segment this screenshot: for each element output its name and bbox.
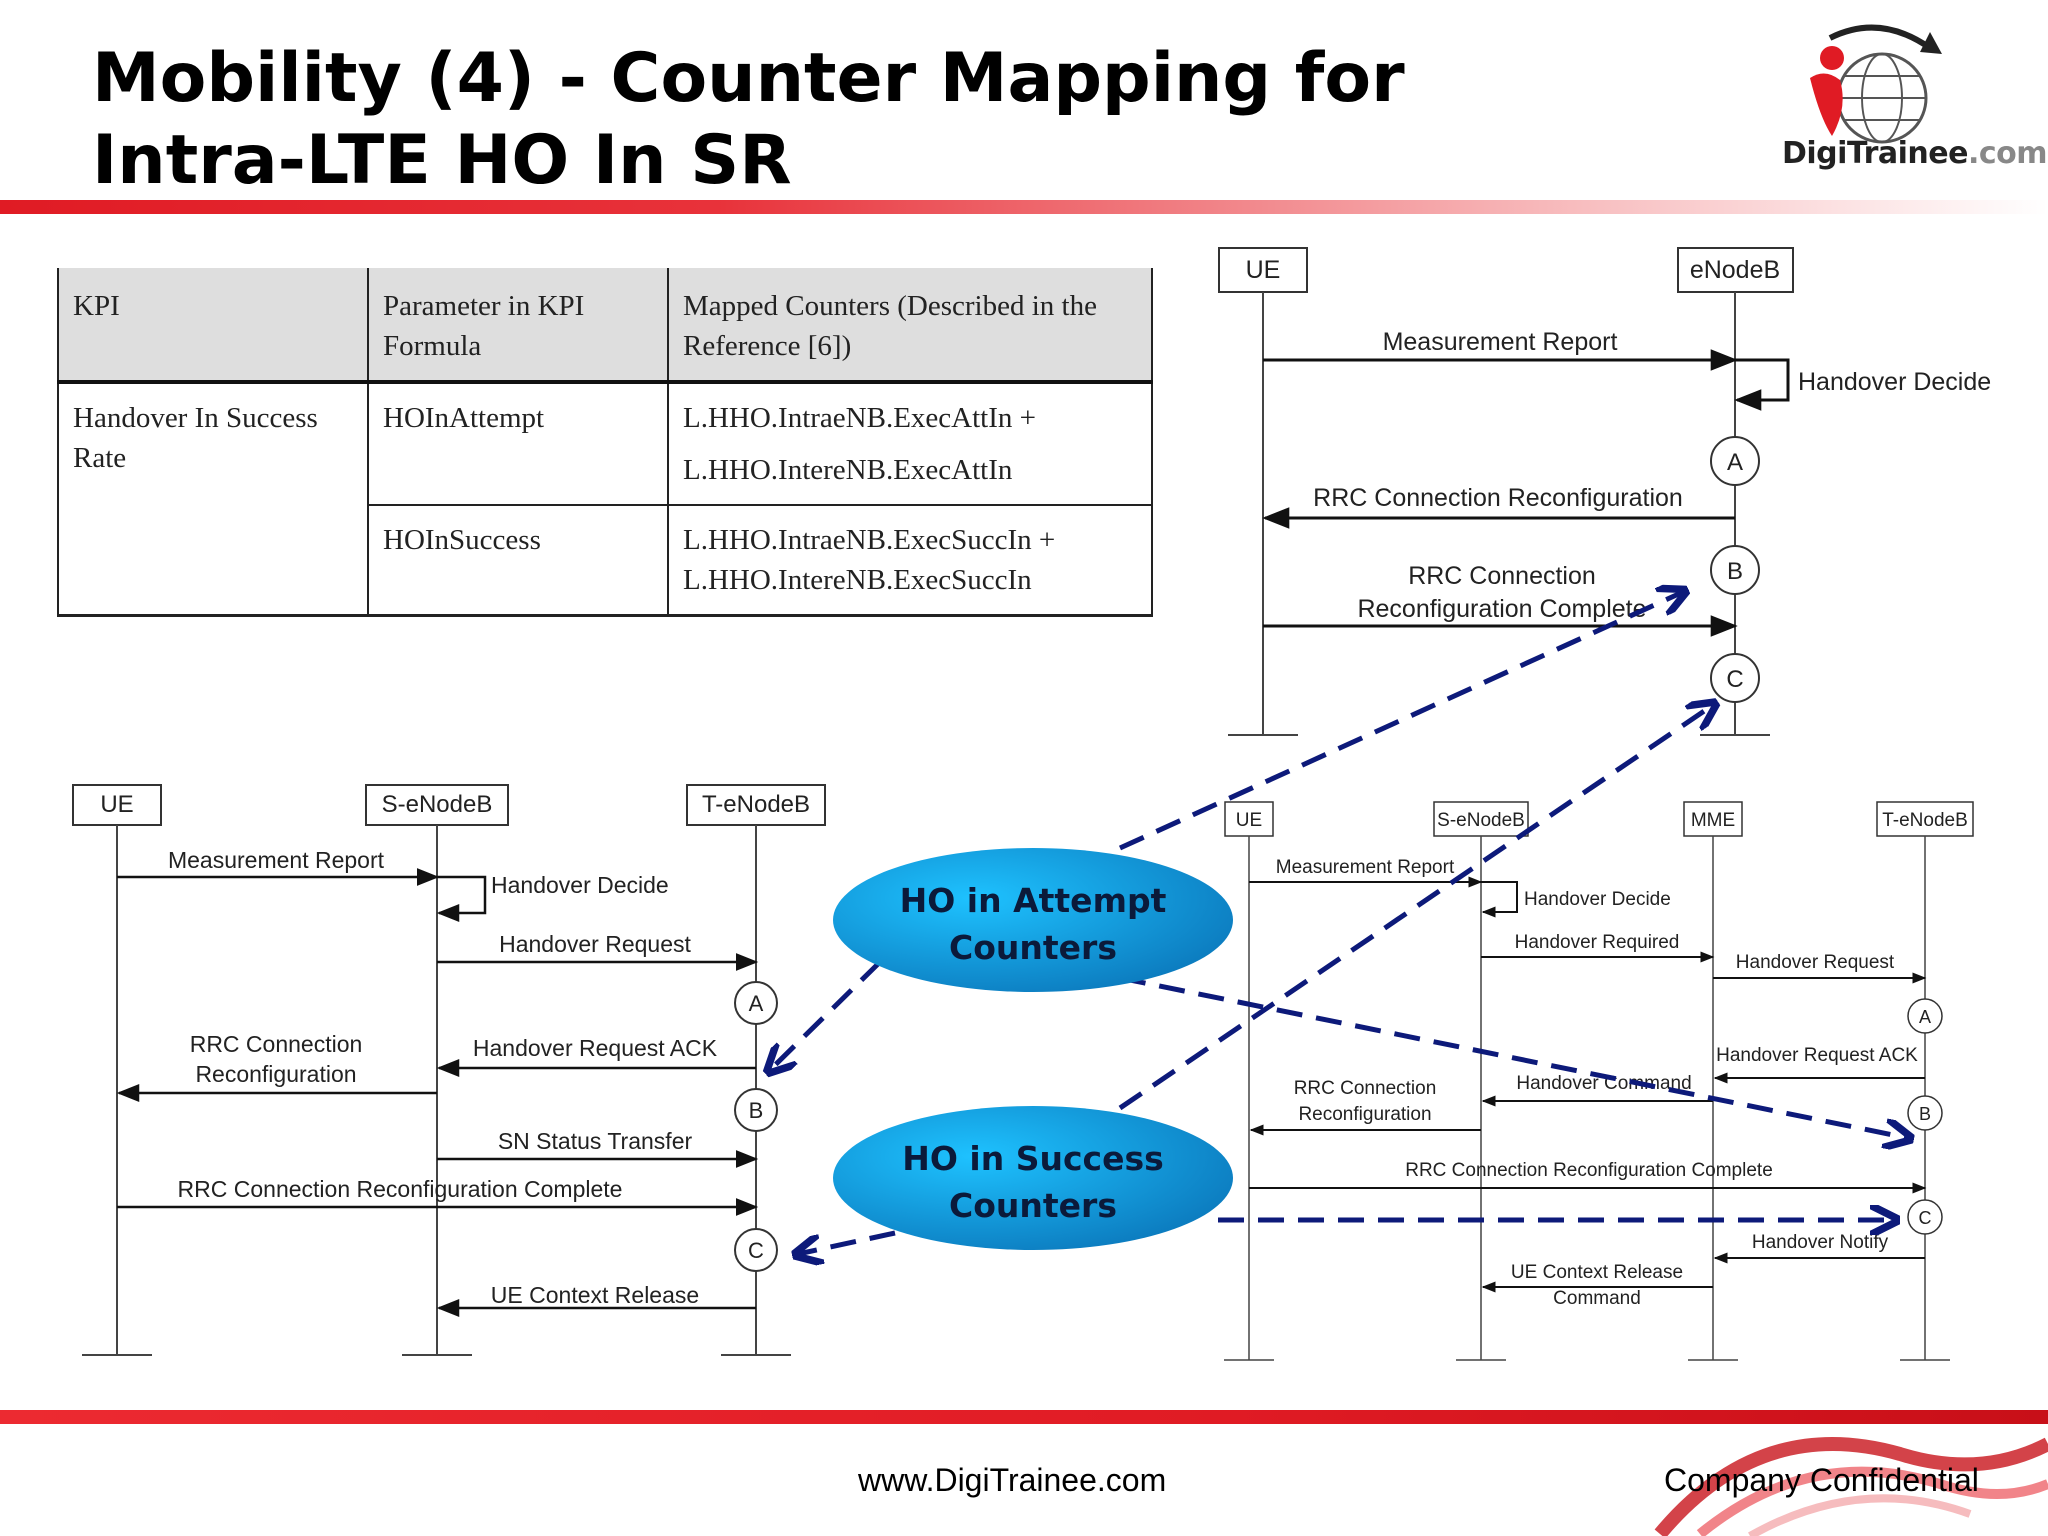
bubble-label: Counters	[949, 1186, 1117, 1225]
attempt-to-left-b-arrow	[770, 962, 880, 1070]
marker-label: C	[748, 1238, 764, 1263]
table-cell-kpi: Handover In Success Rate	[73, 402, 318, 474]
message-label: Handover Command	[1516, 1073, 1692, 1094]
counter-line: L.HHO.IntraeNB.ExecAttIn +	[683, 402, 1036, 434]
message-label: Reconfiguration Complete	[1357, 595, 1647, 623]
title-line-2: Intra-LTE HO In SR	[92, 121, 792, 200]
entity-label: UE	[1235, 810, 1263, 831]
message-label: UE Context Release	[490, 1282, 700, 1308]
entity-label: UE	[100, 791, 134, 818]
entity-label: S-eNodeB	[381, 791, 493, 818]
message-label: Handover Request	[499, 931, 691, 957]
message-label: RRC Connection	[1293, 1078, 1437, 1099]
message-label: Reconfiguration	[195, 1061, 357, 1087]
footer-website-link[interactable]: www.DigiTrainee.com	[858, 1462, 1167, 1498]
marker-label: C	[1726, 666, 1744, 693]
message-label: RRC Connection Reconfiguration Complete	[177, 1176, 623, 1202]
diagram-right	[1224, 802, 1973, 1360]
entity-label: T-eNodeB	[1882, 810, 1968, 831]
message-label: Handover Request ACK	[1716, 1045, 1918, 1066]
message-label: Measurement Report	[1275, 857, 1455, 878]
message-label: Handover Request	[1735, 952, 1895, 973]
diagram-top	[1219, 248, 1991, 735]
message-label: RRC Connection	[189, 1031, 363, 1057]
logo-wordmark: DigiTrainee.com	[1782, 136, 2048, 171]
message-label: RRC Connection Reconfiguration Complete	[1405, 1160, 1773, 1181]
attempt-to-top-b-arrow	[1120, 592, 1683, 848]
message-label: Handover Notify	[1751, 1232, 1889, 1253]
counter-line: L.HHO.IntereNB.ExecSuccIn	[683, 564, 1032, 596]
message-label: Measurement Report	[167, 847, 385, 873]
message-label: Handover Decide	[491, 872, 669, 898]
ho-attempt-counters-bubble	[833, 848, 1233, 992]
footer-confidential-label: Company Confidential	[1664, 1462, 1979, 1498]
table-header-counters: Mapped Counters (Described in the Reference [6])	[668, 268, 1152, 382]
table-cell-param: HOInSuccess	[368, 505, 668, 616]
marker-label: A	[1918, 1007, 1932, 1027]
counter-line: L.HHO.IntraeNB.ExecSuccIn +	[683, 524, 1056, 556]
message-label: SN Status Transfer	[497, 1128, 693, 1154]
self-arrow	[437, 877, 485, 913]
message-label: UE Context Release	[1510, 1262, 1684, 1283]
title-line-1: Mobility (4) - Counter Mapping for	[92, 39, 1405, 118]
message-label: RRC Connection	[1408, 562, 1596, 590]
message-label: Reconfiguration	[1298, 1104, 1432, 1125]
marker-label: A	[1726, 449, 1744, 476]
self-arrow	[1735, 360, 1788, 400]
entity-label: eNodeB	[1689, 256, 1781, 284]
marker-label: A	[748, 991, 764, 1016]
bubble-label: HO in Attempt	[899, 881, 1167, 920]
self-arrow	[1481, 882, 1517, 912]
entity-label: MME	[1690, 810, 1736, 831]
bubble-label: Counters	[949, 928, 1117, 967]
marker-label: B	[1918, 1104, 1932, 1124]
footer-divider-stripe	[0, 1410, 2048, 1424]
marker-label: C	[1918, 1208, 1932, 1228]
bubble-label: HO in Success	[902, 1139, 1164, 1178]
message-label: Command	[1553, 1288, 1641, 1309]
counter-line: L.HHO.IntereNB.ExecAttIn	[683, 454, 1013, 486]
message-label: Handover Request ACK	[472, 1035, 718, 1061]
message-label: Measurement Report	[1382, 328, 1618, 356]
success-to-left-c-arrow	[798, 1233, 895, 1254]
marker-label: B	[1726, 558, 1744, 585]
entity-label: S-eNodeB	[1437, 810, 1525, 831]
entity-label: T-eNodeB	[701, 791, 811, 818]
message-label: Handover Decide	[1524, 889, 1671, 910]
table-cell-param: HOInAttempt	[368, 382, 668, 505]
message-label: Handover Required	[1514, 932, 1680, 953]
message-label: Handover Decide	[1798, 368, 1992, 396]
message-label: RRC Connection Reconfiguration	[1313, 484, 1683, 512]
table-header-kpi: KPI	[58, 268, 368, 382]
ho-success-counters-bubble	[833, 1106, 1233, 1250]
entity-label: UE	[1245, 256, 1281, 284]
table-header-parameter: Parameter in KPI Formula	[368, 268, 668, 382]
marker-label: B	[748, 1098, 764, 1123]
diagram-left	[73, 785, 825, 1355]
